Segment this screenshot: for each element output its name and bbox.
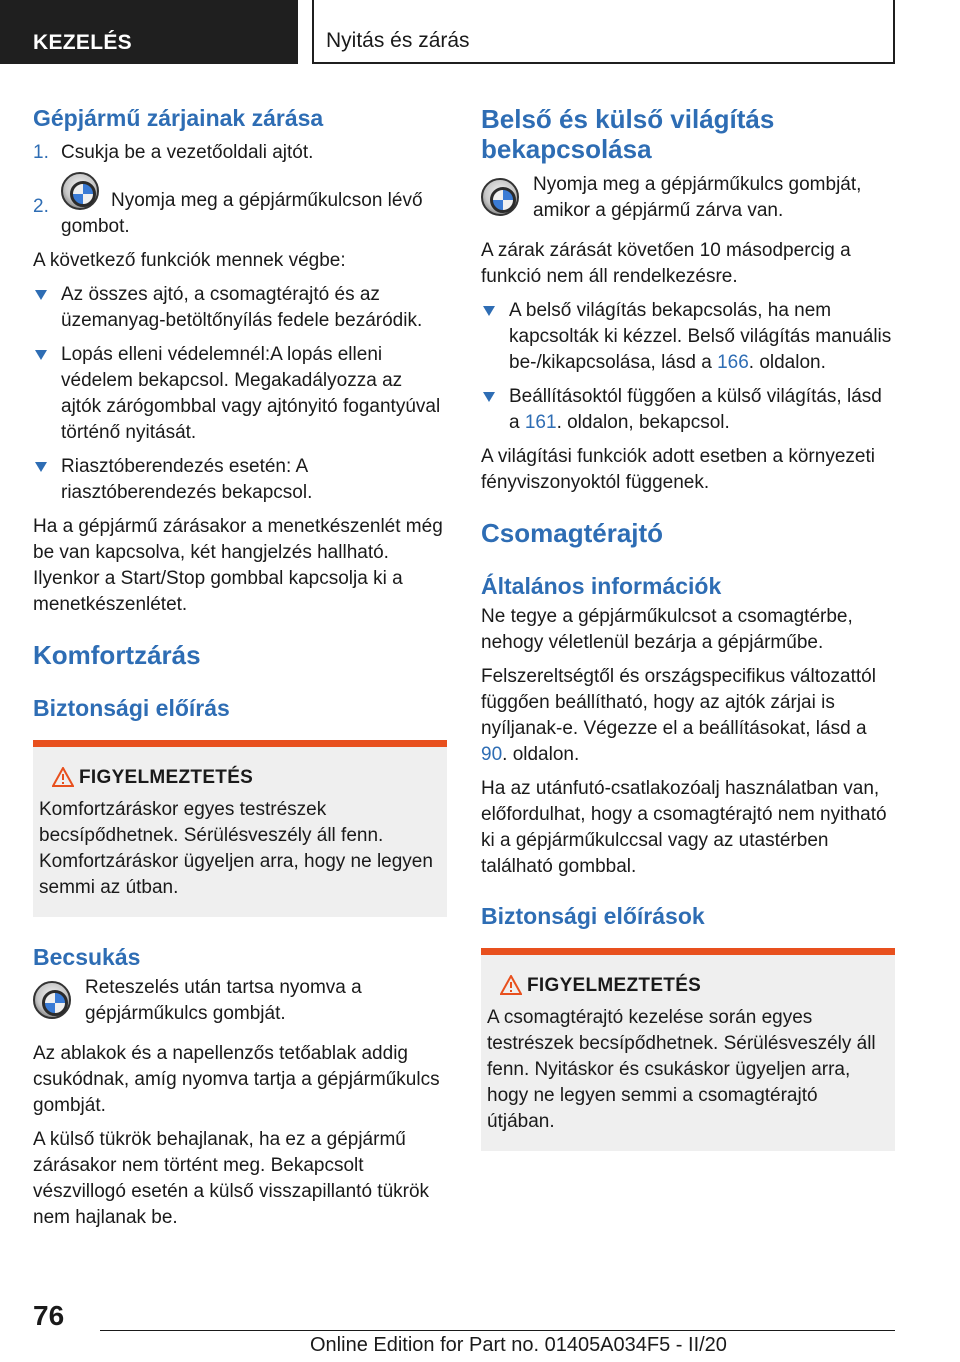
list-item: A belső világítás bekapcsolás, ha nem kapcsolták ki kézzel. Belső világítás manuális be-/kikapcsolása, lásd a 166. oldalon. [481, 298, 895, 376]
warning-box [33, 740, 447, 917]
list-item: Lopás elleni védelemnél:A lopás elleni védelem bekapcsol. Megakadályozza az ajtók zárógombbal vagy ajtónyitó fogantyúval történő nyitását. [33, 342, 447, 446]
triangle-bullet-icon [35, 350, 47, 360]
triangle-bullet-icon [483, 306, 495, 316]
general-paragraph-1: Ne tegye a gépjárműkulcsot a csomagtérbe, nehogy véletlenül bezárja a gépjárműbe. [481, 606, 853, 653]
lighting-paragraph-1: A zárak zárását követően 10 másodpercig a funkció nem áll rendelkezésre. [481, 240, 851, 287]
locking-steps [33, 140, 447, 240]
page-link-161[interactable]: 161 [524, 412, 557, 433]
warning-triangle-icon [500, 975, 522, 995]
key-fob-icon [33, 981, 71, 1019]
general-paragraph-3: Ha az utánfutó-csatlakozóalj használatban van, előfordulhat, hogy a csomagtérajtó nem nyitható ki a gépjárműkulccsal vagy az utastérben található gombbal. [481, 778, 887, 877]
edition-text: Online Edition for Part no. 01405A034F5 - II/20 [310, 1334, 727, 1356]
warning-text: A csomagtérajtó kezelése során egyes testrészek becsípődhetnek. Sérülésveszély áll fenn. Nyitáskor és csukáskor ügyeljen arra, hogy ne legyen semmi a csomagtérajtó útjában. [487, 1007, 876, 1132]
triangle-bullet-icon [483, 392, 495, 402]
lighting-list [481, 298, 895, 436]
general-paragraph-2: Felszereltségtől és országspecifikus változattól függően beállítható, hogy az ajtók zárjai is nyíljanak-e. Végezze el a beállításokat, lásd a 90. oldalon. [481, 666, 876, 765]
close-paragraph-1: Az ablakok és a napellenzős tetőablak addig csukódnak, amíg nyomva tartja a gépjárműkulcs gombját. [33, 1043, 440, 1116]
step-number: 2. [33, 196, 49, 217]
step-text: Nyomja meg a gépjárműkulcson lévő gombot. [61, 190, 423, 237]
close-instruction: Reteszelés után tartsa nyomva a gépjárműkulcs gombját. [33, 975, 447, 1027]
step-number: 1. [33, 142, 49, 163]
heading-comfort-closing: Komfortzárás [33, 640, 201, 670]
heading-lighting: Belső és külső világítás bekapcsolása [481, 104, 775, 164]
triangle-bullet-icon [35, 290, 47, 300]
list-item: Riasztóberendezés esetén: A riasztóberendezés bekapcsol. [33, 454, 447, 506]
heading-closing: Becsukás [33, 944, 141, 970]
page-header [0, 0, 960, 64]
warning-text: Komfortzáráskor egyes testrészek becsípődhetnek. Sérülésveszély áll fenn. Komfortzáráskor ügyeljen arra, hogy ne legyen semmi az útban. [39, 799, 433, 898]
page-link-166[interactable]: 166 [717, 352, 749, 373]
key-fob-icon [481, 178, 519, 216]
list-item: Az összes ajtó, a csomagtérajtó és az üzemanyag-betöltőnyílás fedele bezáródik. [33, 282, 447, 334]
warning-box [481, 948, 895, 1151]
ignition-note: Ha a gépjármű zárásakor a menetkészenlét még be van kapcsolva, két hangjelzés hallható. Ilyenkor a Start/Stop gombbal kapcsolja ki a menetkészenlétet. [33, 516, 443, 615]
page-number: 76 [33, 1300, 65, 1331]
step-1 [33, 140, 447, 166]
step-2 [33, 178, 447, 240]
list-item: Beállításoktól függően a külső világítás, lásd a 161. oldalon, bekapcsol. [481, 384, 895, 436]
key-fob-icon [61, 172, 99, 210]
chapter-tab: Nyitás és zárás [312, 0, 895, 64]
heading-safety-notes: Biztonsági előírások [481, 903, 705, 929]
step-text: Csukja be a vezetőoldali ajtót. [61, 142, 314, 163]
heading-safety-note: Biztonsági előírás [33, 695, 230, 721]
section-tab: KEZELÉS [0, 0, 298, 64]
close-paragraph-2: A külső tükrök behajlanak, ha ez a gépjármű zárásakor nem történt meg. Bekapcsolt vészvillogó esetén a külső visszapillantó tükrök nem hajlanak be. [33, 1129, 430, 1228]
page-link-90[interactable]: 90 [481, 744, 503, 765]
footer-divider [100, 1330, 895, 1331]
warning-title: FIGYELMEZTETÉS [39, 765, 441, 791]
triangle-bullet-icon [35, 462, 47, 472]
lighting-paragraph-2: A világítási funkciók adott esetben a környezeti fényviszonyoktól függenek. [481, 446, 875, 493]
warning-title: FIGYELMEZTETÉS [487, 973, 889, 999]
heading-trunk: Csomagtérajtó [481, 518, 664, 548]
left-column [33, 96, 447, 1231]
functions-intro: A következő funkciók mennek végbe: [33, 250, 346, 271]
function-list [33, 282, 447, 506]
heading-locking: Gépjármű zárjainak zárása [33, 105, 324, 131]
right-column [481, 96, 895, 1151]
lighting-instruction: Nyomja meg a gépjárműkulcs gombját, amikor a gépjármű zárva van. [481, 172, 895, 224]
warning-triangle-icon [52, 767, 74, 787]
heading-general-info: Általános információk [481, 573, 722, 599]
